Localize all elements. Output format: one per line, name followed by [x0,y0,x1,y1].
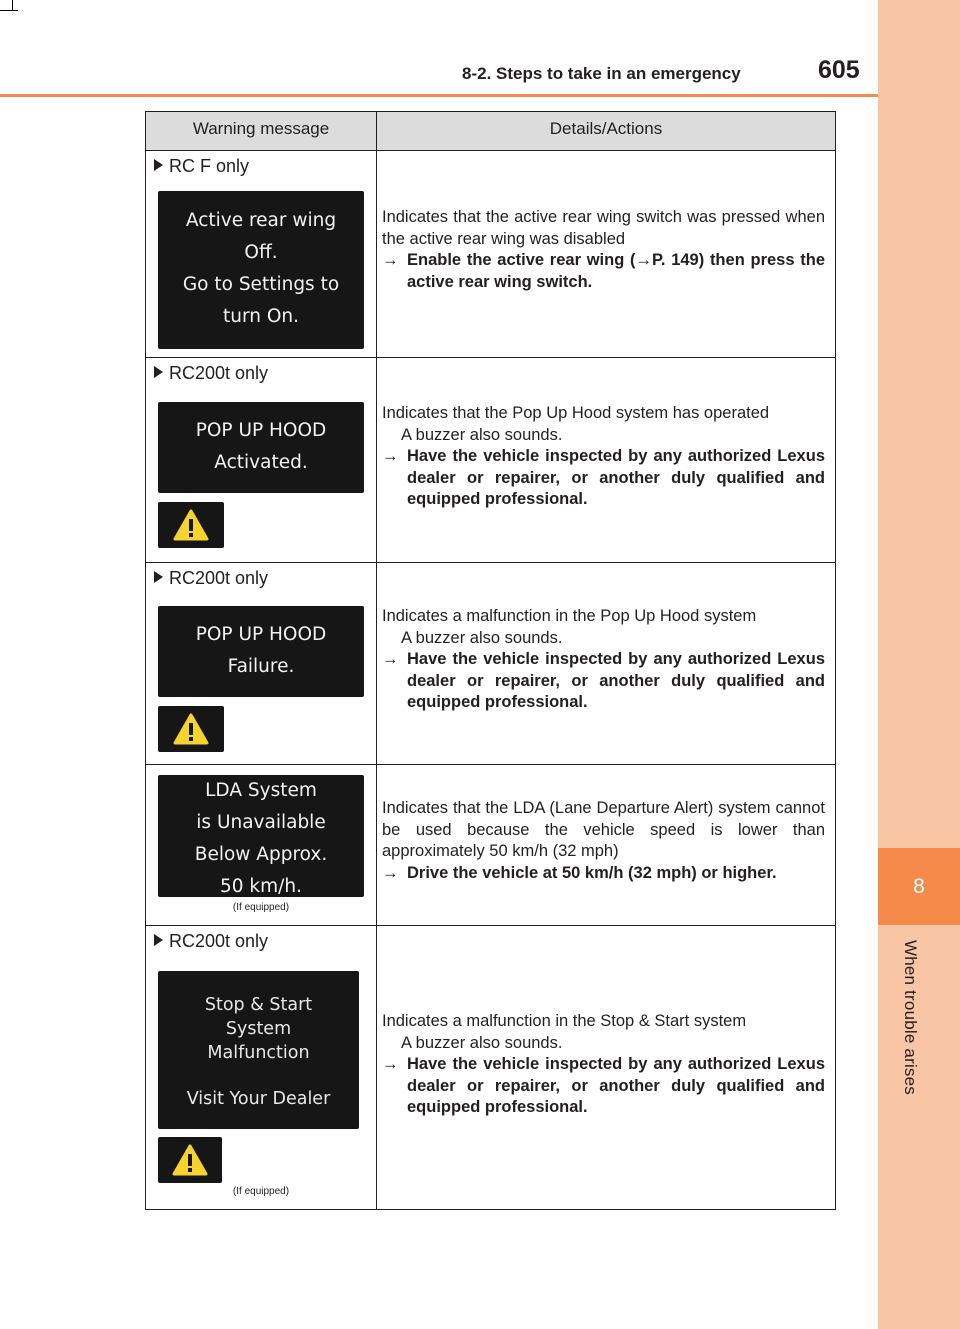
screen-line: Off. [244,242,278,263]
screen-line: Stop & Start [204,995,313,1015]
screen-line: turn On. [222,306,300,327]
warning-triangle-icon [173,713,209,745]
table-row-message [146,765,376,925]
action-text: → Have the vehicle inspected by any authorized Lexus dealer or repairer, or another duly qualified and equipped professional. [382,1054,825,1119]
screen-line [158,1065,359,1087]
warning-light-box [158,502,224,548]
warning-light-box [158,706,224,752]
table-row-details [382,798,825,884]
detail-text: Indicates that the active rear wing switch was pressed when the active rear wing was disabled [382,208,825,248]
screen-line: Go to Settings to [182,274,340,295]
row-condition: RC F only [154,156,249,177]
detail-subtext: A buzzer also sounds. [401,628,563,647]
screen-line: Malfunction [207,1043,310,1063]
row-condition: RC200t only [154,931,268,952]
display-message-screen [158,191,364,349]
row-condition: RC200t only [154,363,268,384]
chapter-side-strip [878,0,960,1329]
arrow-icon: → [382,251,399,269]
detail-text: Indicates that the LDA (Lane Departure Alert) system cannot be used because the vehicle speed is lower than approximately 50 km/h (32 mph) [382,799,825,860]
triangle-bullet-icon [154,366,163,378]
warning-table [145,111,836,1210]
detail-text: Indicates a malfunction in the Stop & Start system [382,1012,747,1030]
table-row-details [382,606,825,714]
column-header-message: Warning message [146,112,377,150]
screen-line: Visit Your Dealer [186,1089,331,1109]
section-title: 8-2. Steps to take in an emergency [462,64,741,83]
action-text: → Have the vehicle inspected by any authorized Lexus dealer or repairer, or another duly qualified and equipped professional. [382,446,825,511]
table-row-message [146,563,376,764]
table-row-message [146,926,376,1209]
screen-line: LDA System [205,780,317,801]
arrow-icon: → [382,650,399,668]
arrow-icon: → [382,1055,399,1073]
triangle-bullet-icon [154,934,163,946]
screen-line: 50 km/h. [220,876,302,897]
arrow-icon: → [382,447,399,465]
crop-mark [0,10,18,11]
triangle-bullet-icon [154,159,163,171]
screen-line: POP UP HOOD [195,624,327,645]
display-message-screen [158,971,359,1129]
header-rule [0,94,878,97]
screen-line: Failure. [227,656,295,677]
chapter-number: 8 [913,874,925,898]
table-row-details [382,207,825,293]
action-text: → Have the vehicle inspected by any authorized Lexus dealer or repairer, or another duly qualified and equipped professional. [382,649,825,714]
row-condition: RC200t only [154,568,268,589]
if-equipped-note: (If equipped) [232,902,290,913]
crop-mark [12,0,13,10]
detail-text: Indicates a malfunction in the Pop Up Hood system [382,607,757,625]
action-text: → Drive the vehicle at 50 km/h (32 mph) or higher. [382,863,825,885]
chapter-number-tab [878,848,960,925]
screen-line: System [225,1019,292,1039]
table-row-message [146,150,376,357]
table-row-details [382,403,825,511]
warning-triangle-icon [173,509,209,541]
arrow-icon: → [382,863,399,882]
page-number: 605 [818,56,860,84]
warning-light-box [158,1137,222,1183]
screen-line: Below Approx. [194,844,328,865]
detail-subtext: A buzzer also sounds. [401,425,563,444]
detail-subtext: A buzzer also sounds. [401,1033,563,1052]
display-message-screen [158,606,364,697]
display-message-screen [158,775,364,897]
column-header-details: Details/Actions [549,119,663,138]
triangle-bullet-icon [154,571,163,583]
display-message-screen [158,402,364,493]
action-text: → Enable the active rear wing (→P. 149) then press the active rear wing switch. [382,250,825,293]
screen-line: is Unavailable [196,812,326,833]
warning-triangle-icon [172,1144,208,1176]
chapter-title: When trouble arises [901,940,920,1095]
screen-line: Activated. [214,452,308,473]
column-divider [376,150,377,1209]
screen-line: POP UP HOOD [195,420,327,441]
table-row-details [382,1011,825,1119]
if-equipped-note: (If equipped) [232,1186,290,1197]
table-header [146,112,835,151]
screen-line: Active rear wing [185,210,337,231]
table-row-message [146,358,376,562]
detail-text: Indicates that the Pop Up Hood system has operated [382,404,770,422]
